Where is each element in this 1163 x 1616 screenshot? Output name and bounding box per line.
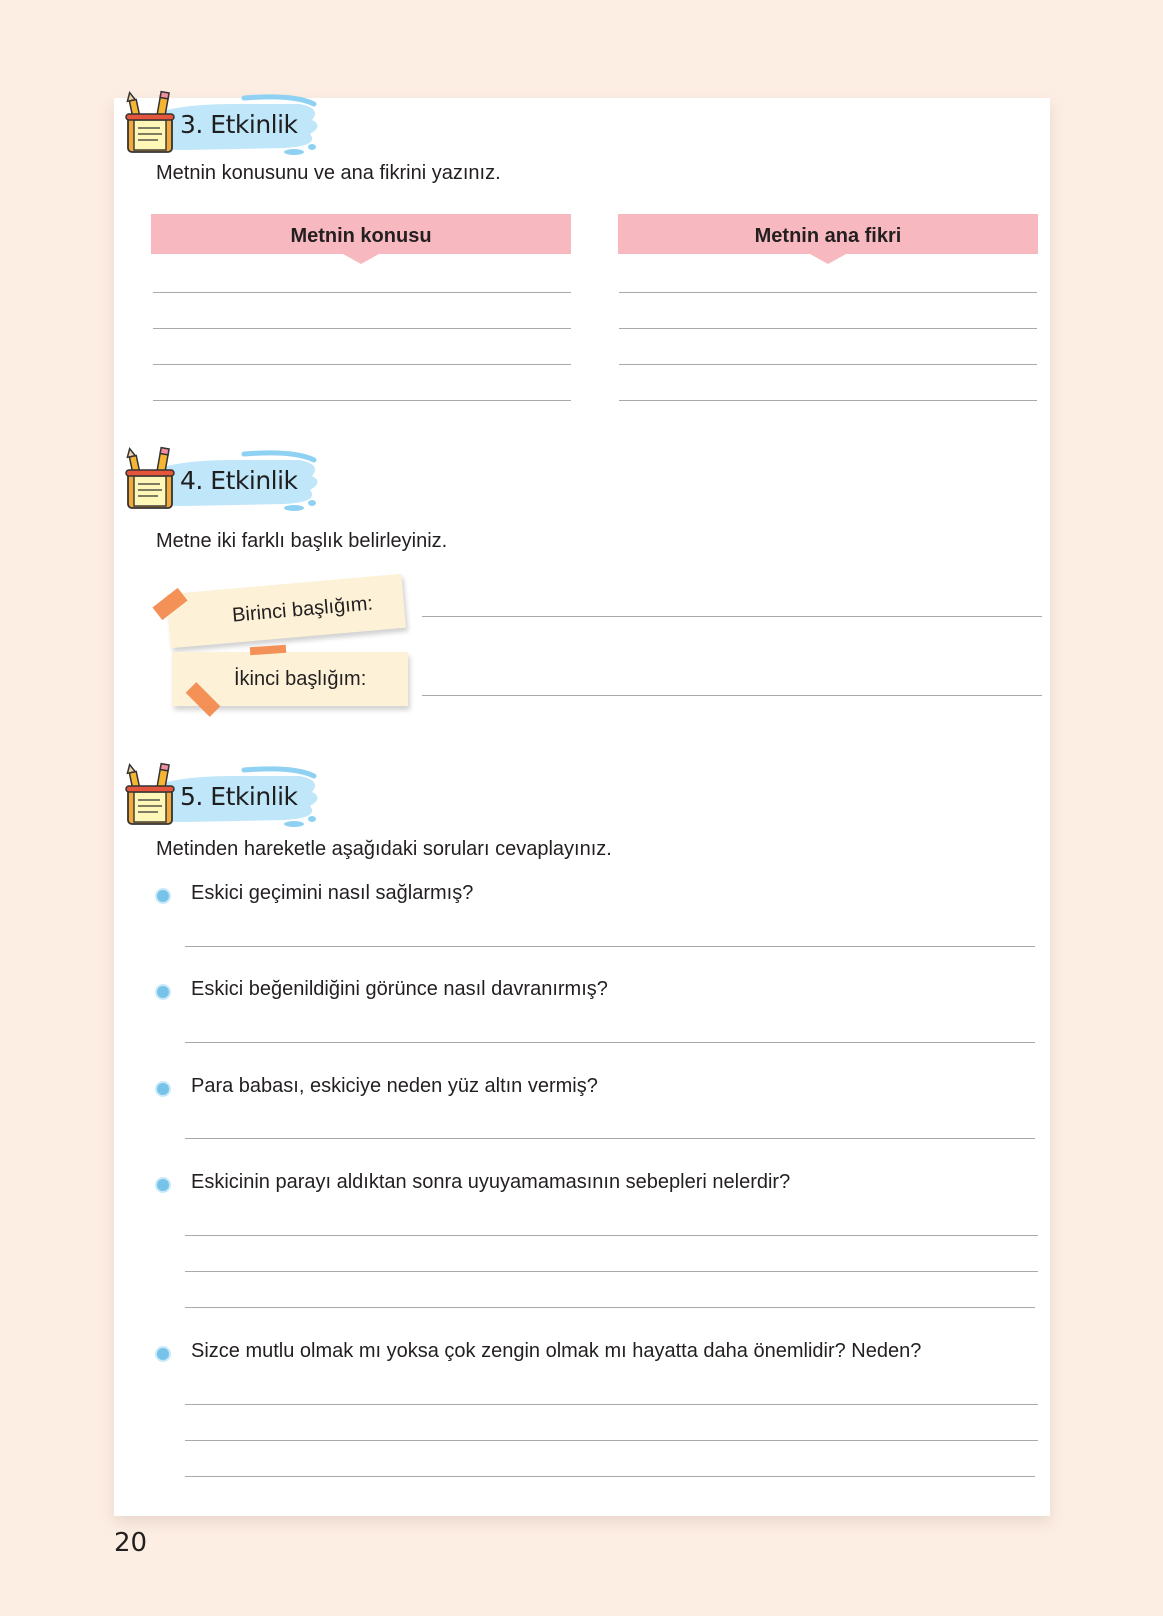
answer-line-q2[interactable]: [185, 1042, 1035, 1043]
table-header-right-pointer: [810, 254, 846, 264]
answer-line-main-idea-3[interactable]: [619, 364, 1037, 365]
question-2: Eskici beğenildiğini görünce nasıl davranırmış?: [191, 978, 608, 1000]
page-number: 20: [114, 1528, 148, 1558]
activity-4-instruction: Metne iki farklı başlık belirleyiniz.: [156, 530, 448, 552]
table-header-right: [618, 214, 1038, 254]
answer-line-q1[interactable]: [185, 946, 1035, 947]
table-header-right-label: Metnin ana fikri: [754, 225, 902, 247]
answer-line-q4-1[interactable]: [185, 1235, 1038, 1236]
activity-3-header: [124, 90, 324, 164]
question-5: Sizce mutlu olmak mı yoksa çok zengin olmak mı hayatta daha önemlidir? Neden?: [191, 1340, 922, 1362]
table-header-left-pointer: [343, 254, 379, 264]
question-1: Eskici geçimini nasıl sağlarmış?: [191, 882, 474, 904]
activity-5-title: 5. Etkinlik: [180, 782, 298, 811]
bullet-dot-icon: [157, 1179, 169, 1191]
answer-line-q3[interactable]: [185, 1138, 1035, 1139]
activity-5-instruction: Metinden hareketle aşağıdaki soruları cevaplayınız.: [156, 838, 612, 860]
second-title-label: İkinci başlığım:: [234, 668, 367, 690]
answer-line-q4-3[interactable]: [185, 1307, 1035, 1308]
first-title-note: [166, 574, 406, 648]
bullet-dot-icon: [157, 890, 169, 902]
answer-line-main-idea-2[interactable]: [619, 328, 1037, 329]
bullet-dot-icon: [157, 1348, 169, 1360]
answer-line-main-idea-4[interactable]: [619, 400, 1037, 401]
question-3: Para babası, eskiciye neden yüz altın vermiş?: [191, 1075, 598, 1097]
activity-3-title: 3. Etkinlik: [180, 110, 298, 139]
first-title-label: Birinci başlığım:: [231, 592, 374, 627]
table-header-left-label: Metnin konusu: [290, 225, 432, 247]
first-title-answer-line[interactable]: [422, 616, 1042, 617]
answer-line-topic-2[interactable]: [153, 328, 571, 329]
activity-4-title: 4. Etkinlik: [180, 466, 298, 495]
answer-line-topic-4[interactable]: [153, 400, 571, 401]
answer-line-q5-2[interactable]: [185, 1440, 1038, 1441]
table-header-left: [151, 214, 571, 254]
worksheet-page: [114, 98, 1050, 1516]
activity-3-instruction: Metnin konusunu ve ana fikrini yazınız.: [156, 162, 501, 184]
bullet-dot-icon: [157, 986, 169, 998]
bullet-dot-icon: [157, 1083, 169, 1095]
question-4: Eskicinin parayı aldıktan sonra uyuyamamasının sebepleri nelerdir?: [191, 1171, 791, 1193]
answer-line-main-idea-1[interactable]: [619, 292, 1037, 293]
answer-line-q4-2[interactable]: [185, 1271, 1038, 1272]
activity-4-header: [124, 446, 324, 520]
answer-line-q5-1[interactable]: [185, 1404, 1038, 1405]
second-title-answer-line[interactable]: [422, 695, 1042, 696]
answer-line-q5-3[interactable]: [185, 1476, 1035, 1477]
answer-line-topic-3[interactable]: [153, 364, 571, 365]
activity-5-header: [124, 762, 324, 836]
answer-line-topic-1[interactable]: [153, 292, 571, 293]
